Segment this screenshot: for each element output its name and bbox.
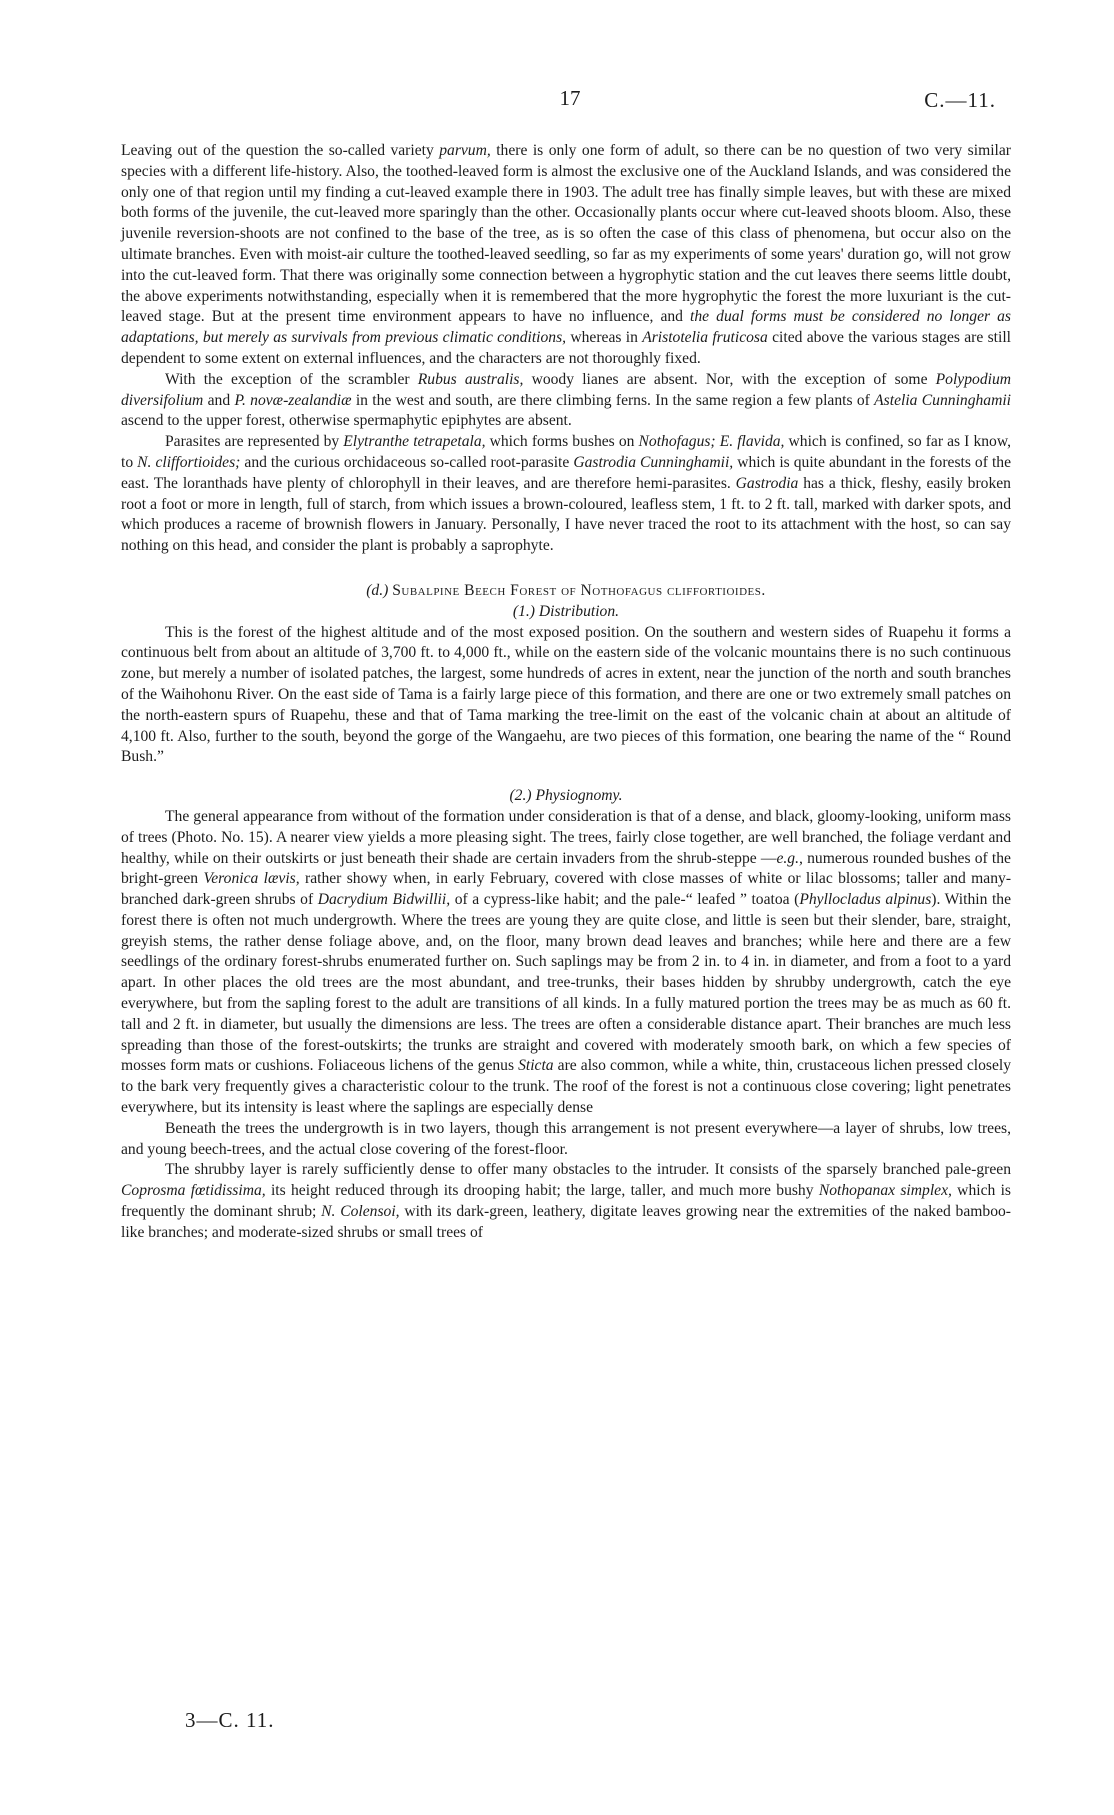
text-run: which forms bushes on [485,433,639,451]
text-run: there is only one form of adult, so there can be no question of two very similar species with a different life-history. Also, the toothed-leaved form is almost the exclusive one of the Auckland Islands, and was considered the only one of that region until my finding a cut-leaved example there in 1903. The adult tree has finally simple leaves, but with these are mixed both forms of the juvenile, the cut-leaved more sparingly than the other. Occasionally plants occur where cut-leaved shoots bloom. Also, these juvenile reversion-shoots are not confined to the base of the tree, as is so often the case of this class of phenomena, but occur also on the ultimate branches. Even with moist-air culture the toothed-leaved seedling, so far as my experiments of some years' duration go, will not grow into the cut-leaved form. That there was originally some connection between a hygrophytic station and the cut leaves there seems little doubt, the above experiments notwithstanding, especially when it is remembered that the more hygrophytic the forest the more luxuriant is the cut-leaved stage. But at the present time environment appears to have no influence, and [121,142,1011,326]
text-run: which is quite abundant in the forests of the east. The loranthads have plenty of chlorophyll in their leaves, and are therefore hemi-parasites. [121,453,1011,492]
italic-text: N. Colensoi, [321,1203,400,1221]
text-run: This is the forest of the highest altitude and of the most exposed position. On the southern and western sides of Ruapehu it forms a continuous belt from about an altitude of 3,700 ft. to 4,000 ft., while on the eastern side of the volcanic mountains there is no such continuous zone, but merely a number of isolated patches, the largest, some hundreds of acres in extent, near the junction of the north and south branches of the Waihohonu River. On the east side of Tama is a fairly large piece of this formation, and there are one or two extremely small patches on the north-eastern spurs of Ruapehu, these and that of Tama marking the tree-limit on the east of the volcanic chain at about an altitude of 4,100 ft. Also, further to the south, beyond the gorge of the Wangaehu, are two pieces of this formation, one bearing the name of the “ Round Bush.” [121,623,1011,766]
text-run: has a thick, fleshy, easily broken root a foot or more in length, full of starch, from which issues a brown-coloured, leafless stem, 1 ft. to 2 ft. tall, marked with darker spots, and which produces a raceme of brownish flowers in January. Personally, I have never traced the root to its attachment with the host, so can say nothing on this head, and consider the plant is probably a saprophyte. [121,474,1011,555]
paragraph-p4 [121,623,1011,769]
italic-text: Rubus australis, [417,370,524,388]
italic-text: Aristotelia fruticosa [642,329,768,347]
paragraph-p1 [121,141,1011,370]
italic-text: Nothopanax simplex, [818,1182,952,1200]
text-run: with its dark-green, leathery, digitate leaves growing near the extremities of the naked bamboo-like branches; and moderate-sized shrubs or small trees of [121,1203,1011,1241]
text-run: cited above the various stages are still dependent to some extent on external influences, and the characters are not thoroughly fixed. [121,329,1011,367]
italic-text: Gastrodia Cunninghamii, [573,453,734,471]
italic-text: Astelia Cunninghamii [874,391,1012,409]
paragraph-p5 [121,807,1011,1119]
paragraph-p6 [121,1119,1011,1161]
text-run: numerous rounded bushes of the bright-green [121,849,1011,888]
text-run: Beneath the trees the undergrowth is in two layers, though this arrangement is not present everywhere—a layer of shrubs, low trees, and young beech-trees, and the actual close covering of the forest-floor. [121,1119,1011,1158]
italic-text: Elytranthe tetrapetala, [343,433,486,451]
text-run: The general appearance from without of the formation under consideration is that of a dense, and black, gloomy-looking, uniform mass of trees (Photo. No. 15). A nearer view yields a more pleasing sight. The trees, fairly close together, are well branched, the foliage verdant and healthy, while on their outskirts or just beneath their shade are certain invaders from the shrub-steppe — [121,807,1011,867]
distribution-paragraphs [121,623,1011,769]
italic-text: Gastrodia [735,474,799,492]
italic-text: parvum, [439,142,491,159]
text-run: and [203,391,235,409]
italic-text: N. cliffortioides; [137,453,241,471]
italic-text: Veronica lævis, [203,870,300,888]
text-run: of a cypress-like habit; and the pale-“ leafed ” toatoa ( [450,891,800,909]
text-run: in the west and south, are there climbing ferns. In the same region a few plants of [351,391,875,409]
text-run: rather showy when, in early February, covered with close masses of white or lilac blossoms; taller and many-branched dark-green shrubs of [121,870,1012,909]
paragraph-p7 [121,1160,1011,1243]
text-run: ascend to the upper forest, otherwise spermaphytic epiphytes are absent. [121,412,572,430]
paragraph-p3 [121,432,1011,557]
physiognomy-paragraphs [121,807,1011,1244]
section-prefix: (d.) [366,581,393,599]
text-run: woody lianes are absent. Nor, with the exception of some [523,370,936,388]
section-title: Subalpine Beech Forest of Nothofagus cliffortioides. [392,581,766,599]
opening-paragraphs [121,141,1011,557]
italic-text: Coprosma fœtidissima, [121,1182,266,1200]
italic-text: the dual forms must be considered no longer as adaptations, but merely as survivals from previous climatic conditions, [121,308,1011,347]
text-run: whereas in [566,329,643,347]
italic-text: Polypodium diversifolium [121,370,1012,409]
page-number: 17 [559,86,581,110]
document-body [121,141,1011,1244]
text-run: Parasites are represented by [165,433,344,451]
subheading-distribution: (1.) Distribution. [512,602,620,620]
text-run: its height reduced through its drooping habit; the large, taller, and much more bushy [265,1182,819,1200]
italic-text: Dacrydium Bidwillii, [317,891,451,909]
text-run: and the curious orchidaceous so-called root-parasite [240,453,574,471]
text-run: which is frequently the dominant shrub; [121,1182,1011,1221]
text-run: ). Within the forest there is often not much undergrowth. Where the trees are young they are quite close, and little is seen but their slender, bare, straight, greyish stems, the rather dense foliage above, and, on the floor, many brown dead leaves and branches; while here and there are a few seedlings of the ordinary forest-shrubs enumerated further on. Such saplings may be from 2 in. to 4 in. in diameter, and from a foot to a yard apart. In other places the old trees are the most abundant, and tree-trunks, their bases hidden by shrubby undergrowth, catch the eye everywhere, but from the sapling forest to the adult are transitions of all kinds. In a fully matured portion the trees may be as much as 60 ft. tall and 2 ft. in diameter, but usually the dimensions are less. The trees are often a considerable distance apart. Their branches are much less spreading than those of the forest-outskirts; the trunks are straight and covered with moderately smooth bark, on which a few species of mosses form mats or cushions. Foliaceous lichens of the genus [121,891,1012,1075]
italic-text: P. novæ-zealandiæ [234,391,352,409]
italic-text: Sticta [518,1057,554,1075]
section-heading [121,581,1011,602]
report-reference: C.—11. [924,88,996,112]
italic-text: e.g., [776,849,803,867]
paragraph-p2 [121,370,1011,432]
text-run: With the exception of the scrambler [165,370,418,388]
italic-text: Nothofagus; E. flavida, [638,433,785,451]
text-run: are also common, while a white, thin, crustaceous lichen pressed closely to the bark very frequently gives a characteristic colour to the trunk. The roof of the forest is not a continuous close covering; light penetrates everywhere, but its intensity is least where the saplings are especially dense [121,1057,1011,1117]
signature-mark: 3—C. 11. [185,1708,275,1732]
text-run: The shrubby layer is rarely sufficiently dense to offer many obstacles to the intruder. It consists of the sparsely branched pale-green [165,1161,1011,1179]
text-run: Leaving out of the question the so-called variety [121,142,440,159]
italic-text: Phyllocladus alpinus [799,891,932,909]
subheading-physiognomy: (2.) Physiognomy. [509,787,623,805]
text-run: which is confined, so far as I know, to [121,433,1011,471]
